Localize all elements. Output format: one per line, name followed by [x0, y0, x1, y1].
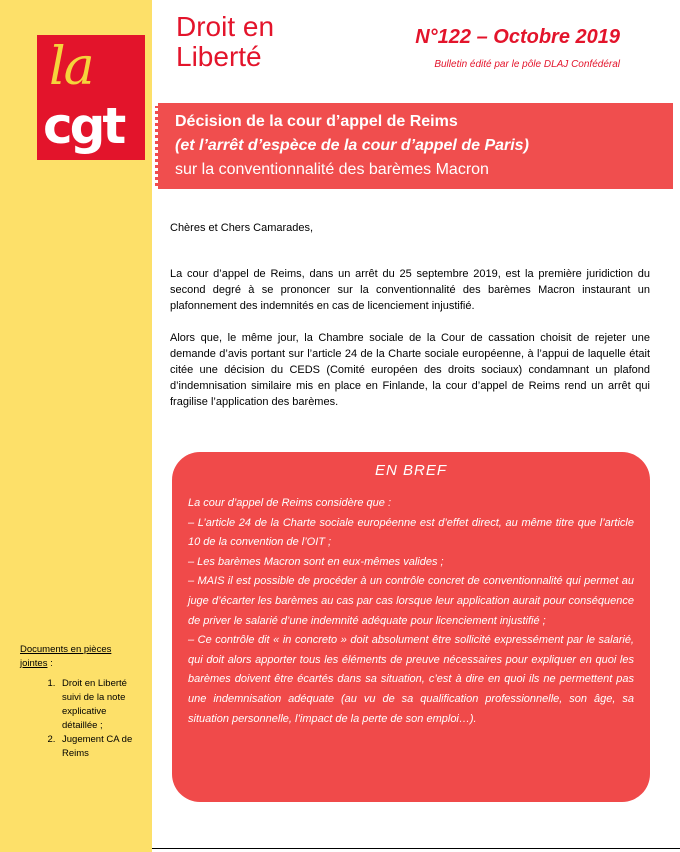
- en-bref-title: EN BREF: [374, 462, 447, 479]
- attachments-colon: :: [47, 658, 53, 669]
- attachments-title: Documents en pièces jointes: [20, 644, 112, 669]
- headline-banner: [155, 103, 673, 189]
- cgt-logo: [37, 35, 145, 160]
- en-bref-box: [172, 452, 650, 802]
- en-bref-item: – MAIS il est possible de procéder à un contrôle concret de conventionnalité qui permet au juge d’écarter les barèmes au cas par cas lorsque leur application aurait pour conséquence de priver le salarié d’une indemnité adéquate pour licenciement injustifié ;: [188, 575, 634, 627]
- body-paragraph-2: Alors que, le même jour, la Chambre sociale de la Cour de cassation choisit de rejeter une demande d’avis portant sur l’article 24 de la Charte sociale européenne, à l’appui de laquelle était citée une décision du CEDS (Comité européen des droits sociaux) condamnant un plafond d’indemnisation similaire mis en place en Finlande, la cour d’appel de Reims rend un arrêt qui fragilise l’application des barèmes.: [170, 332, 650, 408]
- attachments-list: [20, 643, 138, 761]
- bulletin-title: [176, 12, 376, 72]
- bulletin-title-line2: Liberté: [176, 41, 262, 72]
- en-bref-item: – Les barèmes Macron sont en eux-mêmes valides ;: [188, 555, 444, 568]
- headline-line1: Décision de la cour d’appel de Reims: [175, 113, 458, 130]
- attachment-item: 2. Jugement CA de Reims: [58, 733, 138, 761]
- headline-line3: sur la conventionnalité des barèmes Macron: [175, 161, 489, 178]
- headline-line2: (et l’arrêt d’espèce de la cour d’appel de Paris): [175, 137, 529, 154]
- attachment-item: 1. Droit en Liberté suivi de la note explicative détaillée ;: [58, 677, 138, 733]
- en-bref-item: – L’article 24 de la Charte sociale européenne est d’effet direct, au même titre que l’article 10 de la convention de l’OIT ;: [188, 516, 634, 549]
- issue-number: N°122 – Octobre 2019: [415, 26, 620, 48]
- body-paragraph-1: La cour d’appel de Reims, dans un arrêt du 25 septembre 2019, est la première juridiction du second degré à se prononcer sur la conventionnalité des barèmes Macron instaurant un plafonnement des indemnités en cas de licenciement injustifié.: [170, 268, 650, 312]
- logo-cgt-text: cgt: [43, 97, 124, 155]
- bulletin-subtitle: Bulletin édité par le pôle DLAJ Confédéral: [434, 59, 620, 70]
- page-bottom-rule: [152, 848, 680, 849]
- en-bref-intro: La cour d’appel de Reims considère que :: [188, 497, 392, 509]
- bulletin-title-line1: Droit en: [176, 11, 275, 42]
- en-bref-item: – Ce contrôle dit « in concreto » doit absolument être sollicité expressément par le salarié, qui doit alors apporter tous les éléments de preuve nécessaires pour expliquer en quoi les barèmes doivent être écartés dans sa situation, c’est à dire en quoi ils ne permettent pas une indemnisation adéquate (au vu de sa qualification professionnelle, son âge, sa situation personnelle, l’impact de la perte de son emploi…).: [188, 634, 634, 725]
- attachments-items: [20, 677, 138, 761]
- logo-la-text: la: [49, 37, 93, 97]
- greeting: Chères et Chers Camarades,: [170, 222, 314, 234]
- en-bref-body: [188, 494, 634, 729]
